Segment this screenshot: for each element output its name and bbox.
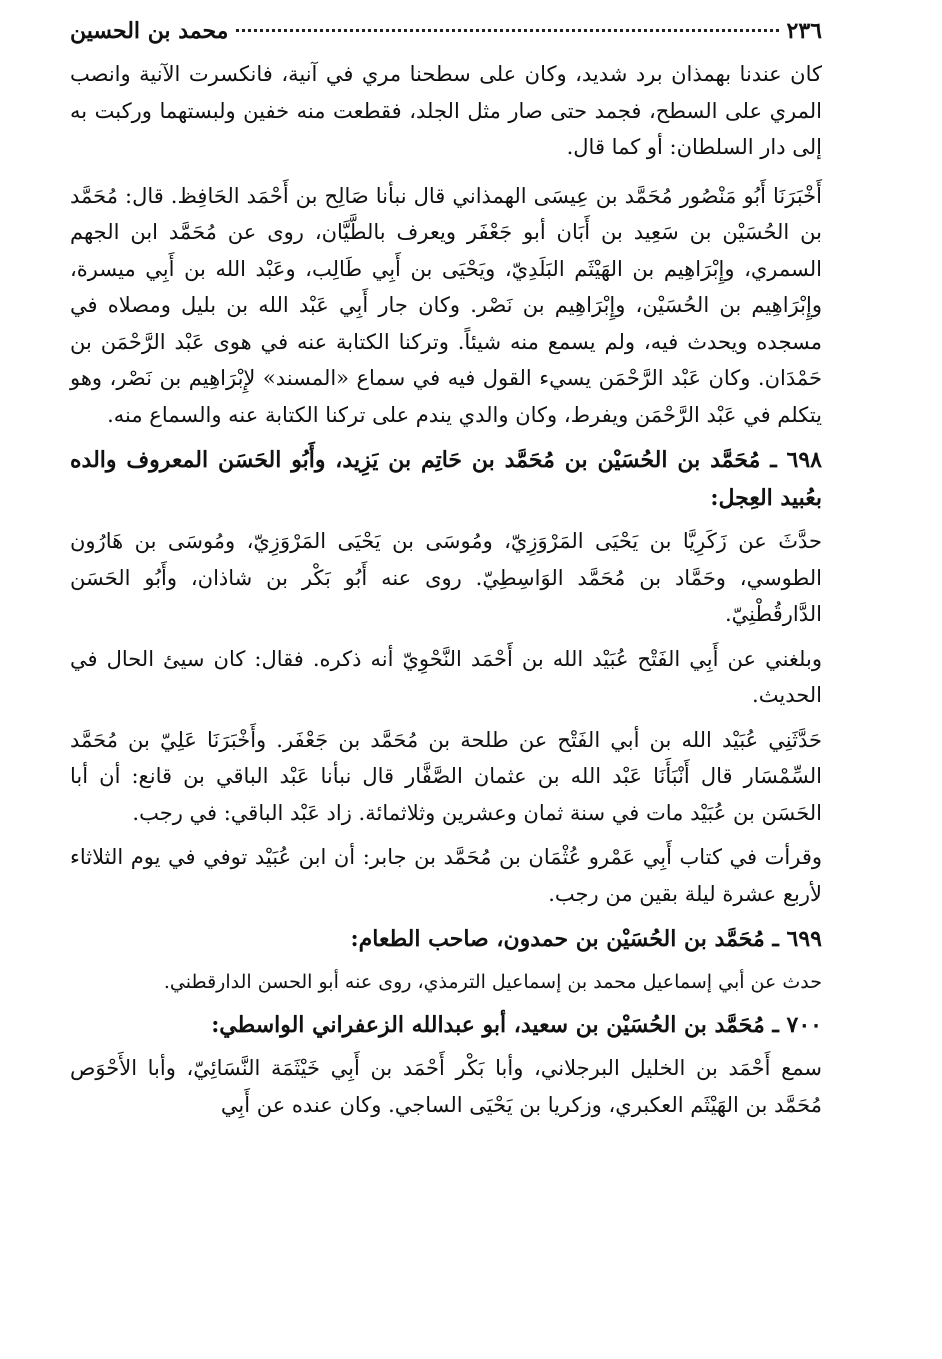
entry-699-heading: ٦٩٩ ـ مُحَمَّد بن الحُسَيْن بن حمدون، صاحب الطعام: [350, 926, 822, 952]
entry-698-paragraph-2: وبلغني عن أَبِي الفَتْح عُبَيْد الله بن أَحْمَد النَّحْوِيّ أنه ذكره. فقال: كان سيئ الحال في الحديث. [70, 646, 822, 707]
header-dotted-leader [236, 29, 778, 32]
entry-700-paragraph: سمع أَحْمَد بن الخليل البرجلاني، وأبا بَكْر أَحْمَد بن أَبِي خَيْثَمَة النَّسَائِيّ، وأبا الأَحْوَص مُحَمَّد بن الهَيْثَم العكبري، وزكريا بن يَحْيَى الساجي. وكان عنده عن أَبِي [70, 1056, 822, 1117]
page-number: ٢٣٦ [786, 18, 822, 44]
running-title: محمد بن الحسين [70, 18, 229, 44]
entry-698-paragraph-4: وقرأت في كتاب أَبِي عَمْرو عُثْمَان بن مُحَمَّد بن جابر: أن ابن عُبَيْد توفي في يوم الثلاثاء لأربع عشرة ليلة بقين من رجب. [70, 845, 822, 906]
paragraph-narration: أَخْبَرَنَا أَبُو مَنْصُور مُحَمَّد بن عِيسَى الهمذاني قال نبأنا صَالِح بن أَحْمَد الحَافِظ. قال: مُحَمَّد بن الحُسَيْن بن سَعِيد بن أَبَان أبو جَعْفَر ويعرف بالطَّيَّان، روى عن مُحَمَّد ابن الجهم السمري، وإِبْرَاهِيم بن الهَيْثَم البَلَدِيّ، ويَحْيَى بن أَبِي طَالِب، وعَبْد الله بن أَبِي ميسرة، وإِبْرَاهِيم بن الحُسَيْن، وإِبْرَاهِيم بن نَصْر. وكان جار أَبِي عَبْد الله بن بليل ومصلاه في مسجده ويحدث فيه، ولم يسمع منه شيئاً. وتركنا الكتابة عنه في هوى عَبْد الرَّحْمَن بن حَمْدَان. وكان عَبْد الرَّحْمَن يسيء القول فيه في سماع «المسند» لإِبْرَاهِيم بن نَصْر، وهو يتكلم في عَبْد الرَّحْمَن ويفرط، وكان والدي يندم على تركنا الكتابة عنه والسماع منه. [70, 183, 822, 427]
entry-700-heading: ٧٠٠ ـ مُحَمَّد بن الحُسَيْن بن سعيد، أبو عبدالله الزعفراني الواسطي: [211, 1012, 822, 1038]
entry-699-paragraph: حدث عن أبي إسماعيل محمد بن إسماعيل الترمذي، روى عنه أبو الحسن الدارقطني. [163, 971, 822, 993]
entry-698-heading: ٦٩٨ ـ مُحَمَّد بن الحُسَيْن بن مُحَمَّد بن حَاتِم بن يَزِيد، وأَبُو الحَسَن المعروف والده بعُبيد العِجل: [70, 447, 822, 511]
entry-698-paragraph-3: حَدَّثَنِي عُبَيْد الله بن أبي الفَتْح عن طلحة بن مُحَمَّد بن جَعْفَر. وأَخْبَرَنَا عَلِيّ بن مُحَمَّد السِّمْسَار قال أَنْبَأَنَا عَبْد الله بن عثمان الصَّفَّار قال نبأنا عَبْد الباقي بن قانع: أن أبا الحَسَن بن عُبَيْد مات في سنة ثمان وعشرين وثلاثمائة. زاد عَبْد الباقي: في رجب. [70, 727, 822, 825]
entry-698-paragraph-1: حدَّثَ عن زَكَرِيَّا بن يَحْيَى المَرْوَزِيّ، ومُوسَى بن يَحْيَى المَرْوَزِيّ، ومُوسَى بن هَارُون الطوسي، وحَمَّاد بن مُحَمَّد الوَاسِطِيّ. روى عنه أَبُو بَكْر بن شاذان، وأَبُو الحَسَن الدَّارقُطْنِيّ. [70, 529, 822, 626]
page-header [70, 18, 822, 56]
paragraph-continuation: كان عندنا بهمذان برد شديد، وكان على سطحنا مري في آنية، فانكسرت الآنية وانصب المري على السطح، فجمد حتى صار مثل الجلد، فقطعت منه خفين ولبستهما وركبت به إلى دار السلطان: أو كما قال. [70, 62, 822, 159]
book-page [70, 18, 822, 1131]
